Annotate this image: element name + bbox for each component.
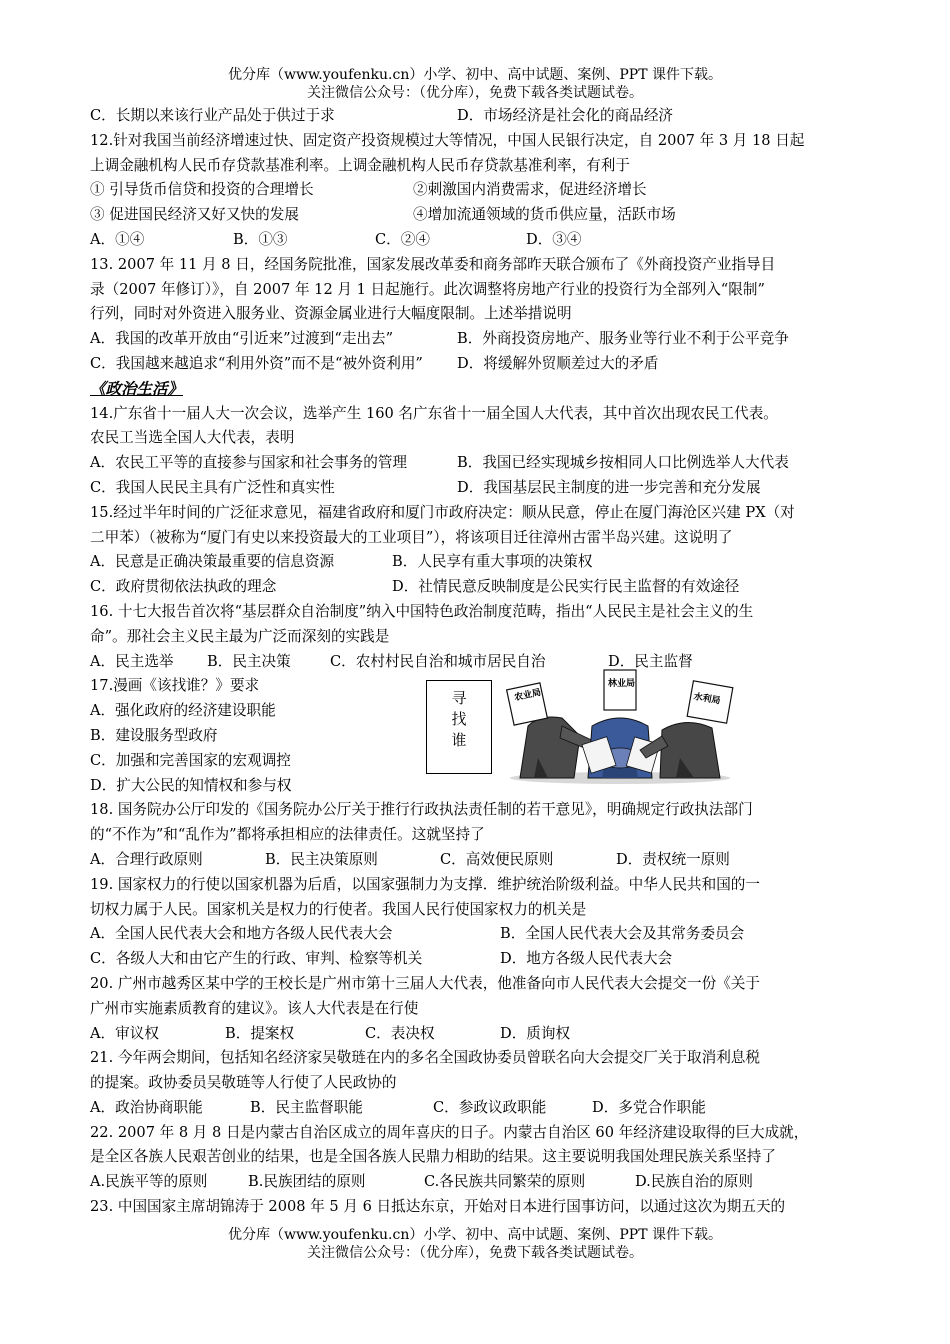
q19-stem-line-2: 切权力属于人民。国家机关是权力的行使者。我国人民行使国家权力的机关是 — [90, 900, 587, 918]
q15-option-a: A．民意是正确决策最重要的信息资源 — [90, 553, 335, 571]
header-line-1: 优分库（www.youfenku.cn）小学、初中、高中试题、案例、PPT 课件下载。 — [227, 67, 722, 83]
q15-option-c: C．政府贯彻依法执政的理念 — [90, 578, 277, 596]
q19-option-c: C．各级人大和由它产生的行政、审判、检察等机关 — [90, 950, 423, 968]
q20-option-d: D．质询权 — [500, 1024, 571, 1042]
q13-stem-line-2: 录（2007 年修订）》，自 2007 年 12 月 1 日起施行。此次调整将房地产行业的投资行为全部列入“限制” — [90, 280, 765, 298]
q12-option-b: B．①③ — [233, 230, 288, 248]
q14-option-b: B．我国已经实现城乡按相同人口比例选举人大代表 — [457, 454, 789, 472]
q15-stem-line-2: 二甲苯）（被称为“厦门有史以来投资最大的工业项目”），将该项目迁往漳州古雷半岛兴建。这说明了 — [90, 528, 733, 546]
q18-option-b: B．民主决策原则 — [265, 850, 378, 868]
q16-stem-line-2: 命”。那社会主义民主最为广泛而深刻的实践是 — [90, 627, 390, 645]
q13-option-b: B．外商投资房地产、服务业等行业不利于公平竞争 — [457, 330, 789, 348]
q16-option-a: A．民主选举 — [90, 652, 174, 670]
q21-option-c: C．参政议政职能 — [433, 1098, 547, 1116]
cartoon-caption-char-2: 找 — [451, 710, 467, 729]
footer-line-2: 关注微信公众号：（优分库），免费下载各类试题试卷。 — [307, 1245, 643, 1261]
q11-options-cd — [90, 104, 870, 129]
q14-options-ab — [90, 451, 870, 476]
q20-options — [90, 1022, 870, 1047]
q16-option-c: C．农村村民自治和城市居民自治 — [330, 652, 546, 670]
q18-option-d: D．责权统一原则 — [616, 850, 730, 868]
q20-stem-line-2: 广州市实施素质教育的建议》。该人大代表是在行使 — [90, 999, 419, 1017]
q15-stem-line-1: 15.经过半年时间的广泛征求意见，福建省政府和厦门市政府决定：顺从民意，停止在厦门海沧区兴建 PX（对 — [90, 503, 795, 521]
q18-stem-line-2: 的“不作为”和“乱作为”都将承担相应的法律责任。这就坚持了 — [90, 826, 485, 844]
q22-option-d: D.民族自治的原则 — [635, 1173, 753, 1191]
q21-stem-line-2: 的提案。政协委员吴敬琏等人行使了人民政协的 — [90, 1074, 397, 1092]
q12-option-a: A．①④ — [90, 230, 145, 248]
section-heading: 《政治生活》 — [90, 378, 184, 398]
q14-option-c: C．我国人民民主具有广泛性和真实性 — [90, 478, 335, 496]
q18-stem-line-1: 18. 国务院办公厅印发的《国务院办公厅关于推行行政执法责任制的若干意见》，明确规定行政执法部门 — [90, 801, 753, 819]
header-line-2: 关注微信公众号：（优分库），免费下载各类试题试卷。 — [307, 85, 643, 101]
q17-option-d: D．扩大公民的知情权和参与权 — [90, 776, 292, 794]
q21-option-b: B．民主监督职能 — [250, 1098, 363, 1116]
q20-option-b: B．提案权 — [225, 1024, 295, 1042]
q22-option-c: C.各民族共同繁荣的原则 — [424, 1173, 586, 1191]
q13-stem-line-1: 13. 2007 年 11 月 8 日，经国务院批准，国家发展改革委和商务部昨天联合颁布了《外商投资产业指导目 — [90, 255, 776, 273]
q12-statements-12 — [90, 178, 870, 203]
q13-options-cd — [90, 352, 870, 377]
q18-option-a: A．合理行政原则 — [90, 850, 203, 868]
q21-option-a: A．政治协商职能 — [90, 1098, 203, 1116]
q13-option-a: A．我国的改革开放由“引近来”过渡到“走出去” — [90, 330, 394, 348]
q22-option-a: A.民族平等的原则 — [90, 1173, 208, 1191]
q23-stem-line-1: 23. 中国国家主席胡锦涛于 2008 年 5 月 6 日抵达东京，开始对日本进行国事访问，以通过这次为期五天的 — [90, 1198, 786, 1216]
q19-option-d: D．地方各级人民代表大会 — [500, 950, 673, 968]
q13-options-ab — [90, 327, 870, 352]
q17-option-a: A．强化政府的经济建设职能 — [90, 702, 276, 720]
q15-options-cd — [90, 575, 870, 600]
q14-stem-line-2: 农民工当选全国人大代表，表明 — [90, 429, 295, 447]
q22-options — [90, 1170, 870, 1195]
q13-stem-line-3: 行列，同时对外资进入服务业、资源金属业进行大幅度限制。上述举措说明 — [90, 305, 572, 323]
q13-option-c: C．我国越来越追求“利用外资”而不是“被外资利用” — [90, 354, 423, 372]
q17-block — [90, 674, 870, 798]
q12-statement-4: ④增加流通领域的货币供应量，活跃市场 — [413, 206, 676, 224]
q22-option-b: B.民族团结的原则 — [248, 1173, 366, 1191]
q17-option-c: C．加强和完善国家的宏观调控 — [90, 751, 291, 769]
q16-options — [90, 650, 870, 675]
page-header — [0, 66, 950, 102]
q16-stem-line-1: 16. 十七大报告首次将“基层群众自治制度”纳入中国特色政治制度范畴，指出“人民民主是社会主义的生 — [90, 602, 754, 620]
q15-options-ab — [90, 550, 870, 575]
cartoon-caption-char-1: 寻 — [451, 689, 467, 708]
q19-options-ab — [90, 922, 870, 947]
q21-options — [90, 1096, 870, 1121]
q21-stem-line-1: 21. 今年两会期间，包括知名经济家吴敬琏在内的多名全国政协委员曾联名向大会提交厂关于取消利息税 — [90, 1049, 760, 1067]
cartoon-sign-forestry: 林业局 — [608, 679, 636, 690]
q12-stem-line-2: 上调金融机构人民币存贷款基准利率。上调金融机构人民币存贷款基准利率，有利于 — [90, 156, 630, 174]
q14-option-d: D．我国基层民主制度的进一步完善和充分发展 — [457, 478, 761, 496]
q14-option-a: A．农民工平等的直接参与国家和社会事务的管理 — [90, 454, 408, 472]
q21-option-d: D．多党合作职能 — [592, 1098, 706, 1116]
question-content — [90, 104, 870, 1220]
q12-statement-1: ① 引导货币信贷和投资的合理增长 — [90, 181, 314, 199]
q12-option-d: D．③④ — [526, 230, 582, 248]
q22-stem-line-2: 是全区各族人民艰苦创业的结果，也是全国各族人民鼎力相助的结果。这主要说明我国处理民族关系坚持了 — [90, 1148, 776, 1166]
q15-option-b: B．人民享有重大事项的决策权 — [392, 553, 593, 571]
q18-option-c: C．高效便民原则 — [440, 850, 554, 868]
q12-statement-2: ②刺激国内消费需求，促进经济增长 — [413, 181, 647, 199]
q13-option-d: D．将缓解外贸顺差过大的矛盾 — [457, 354, 659, 372]
q12-option-c: C．②④ — [375, 230, 430, 248]
cartoon-sign-farm-1: 农业局 — [513, 688, 543, 704]
q19-stem-line-1: 19. 国家权力的行使以国家机器为后盾，以国家强制力为支撑．维护统治阶级利益。中华人民共和国的一 — [90, 875, 760, 893]
q20-option-c: C．表决权 — [365, 1024, 435, 1042]
page-footer — [0, 1226, 950, 1262]
cartoon-illustration — [490, 666, 750, 786]
q14-stem-line-1: 14.广东省十一届人大一次会议，选举产生 160 名广东省十一届全国人大代表，其中首次出现农民工代表。 — [90, 404, 778, 422]
cartoon-caption-box — [426, 680, 492, 774]
q11-option-d: D．市场经济是社会化的商品经济 — [457, 107, 674, 124]
q19-options-cd — [90, 947, 870, 972]
q12-statements-34 — [90, 203, 870, 228]
q17-option-b: B．建设服务型政府 — [90, 726, 218, 744]
q17-stem: 17.漫画《该找谁？》要求 — [90, 677, 260, 695]
q12-statement-3: ③ 促进国民经济又好又快的发展 — [90, 206, 299, 224]
q22-stem-line-1: 22. 2007 年 8 月 8 日是内蒙古自治区成立的周年喜庆的日子。内蒙古自治区 60 年经济建设取得的巨大成就， — [90, 1123, 809, 1141]
q16-option-b: B．民主决策 — [207, 652, 291, 670]
q18-options — [90, 848, 870, 873]
q20-option-a: A．审议权 — [90, 1024, 159, 1042]
q20-stem-line-1: 20. 广州市越秀区某中学的王校长是广州市第十三届人大代表，他准备向市人民代表大会提交一份《关于 — [90, 974, 760, 992]
q19-option-a: A．全国人民代表大会和地方各级人民代表大会 — [90, 925, 393, 943]
q15-option-d: D．社情民意反映制度是公民实行民主监督的有效途径 — [392, 578, 740, 596]
q14-options-cd — [90, 476, 870, 501]
q19-option-b: B．全国人民代表大会及其常务委员会 — [500, 925, 745, 943]
cartoon-sign-water: 水利局 — [692, 692, 722, 708]
q16-option-d: D．民主监督 — [608, 652, 693, 670]
section-heading-row — [90, 377, 870, 402]
q11-option-c: C．长期以来该行业产品处于供过于求 — [90, 107, 335, 124]
q12-stem-line-1: 12.针对我国当前经济增速过快、固定资产投资规模过大等情况，中国人民银行决定，自 2007 年 3 月 18 日起 — [90, 131, 805, 149]
footer-line-1: 优分库（www.youfenku.cn）小学、初中、高中试题、案例、PPT 课件下载。 — [227, 1227, 722, 1243]
cartoon-caption-char-3: 谁 — [451, 731, 467, 750]
q12-options — [90, 228, 870, 253]
